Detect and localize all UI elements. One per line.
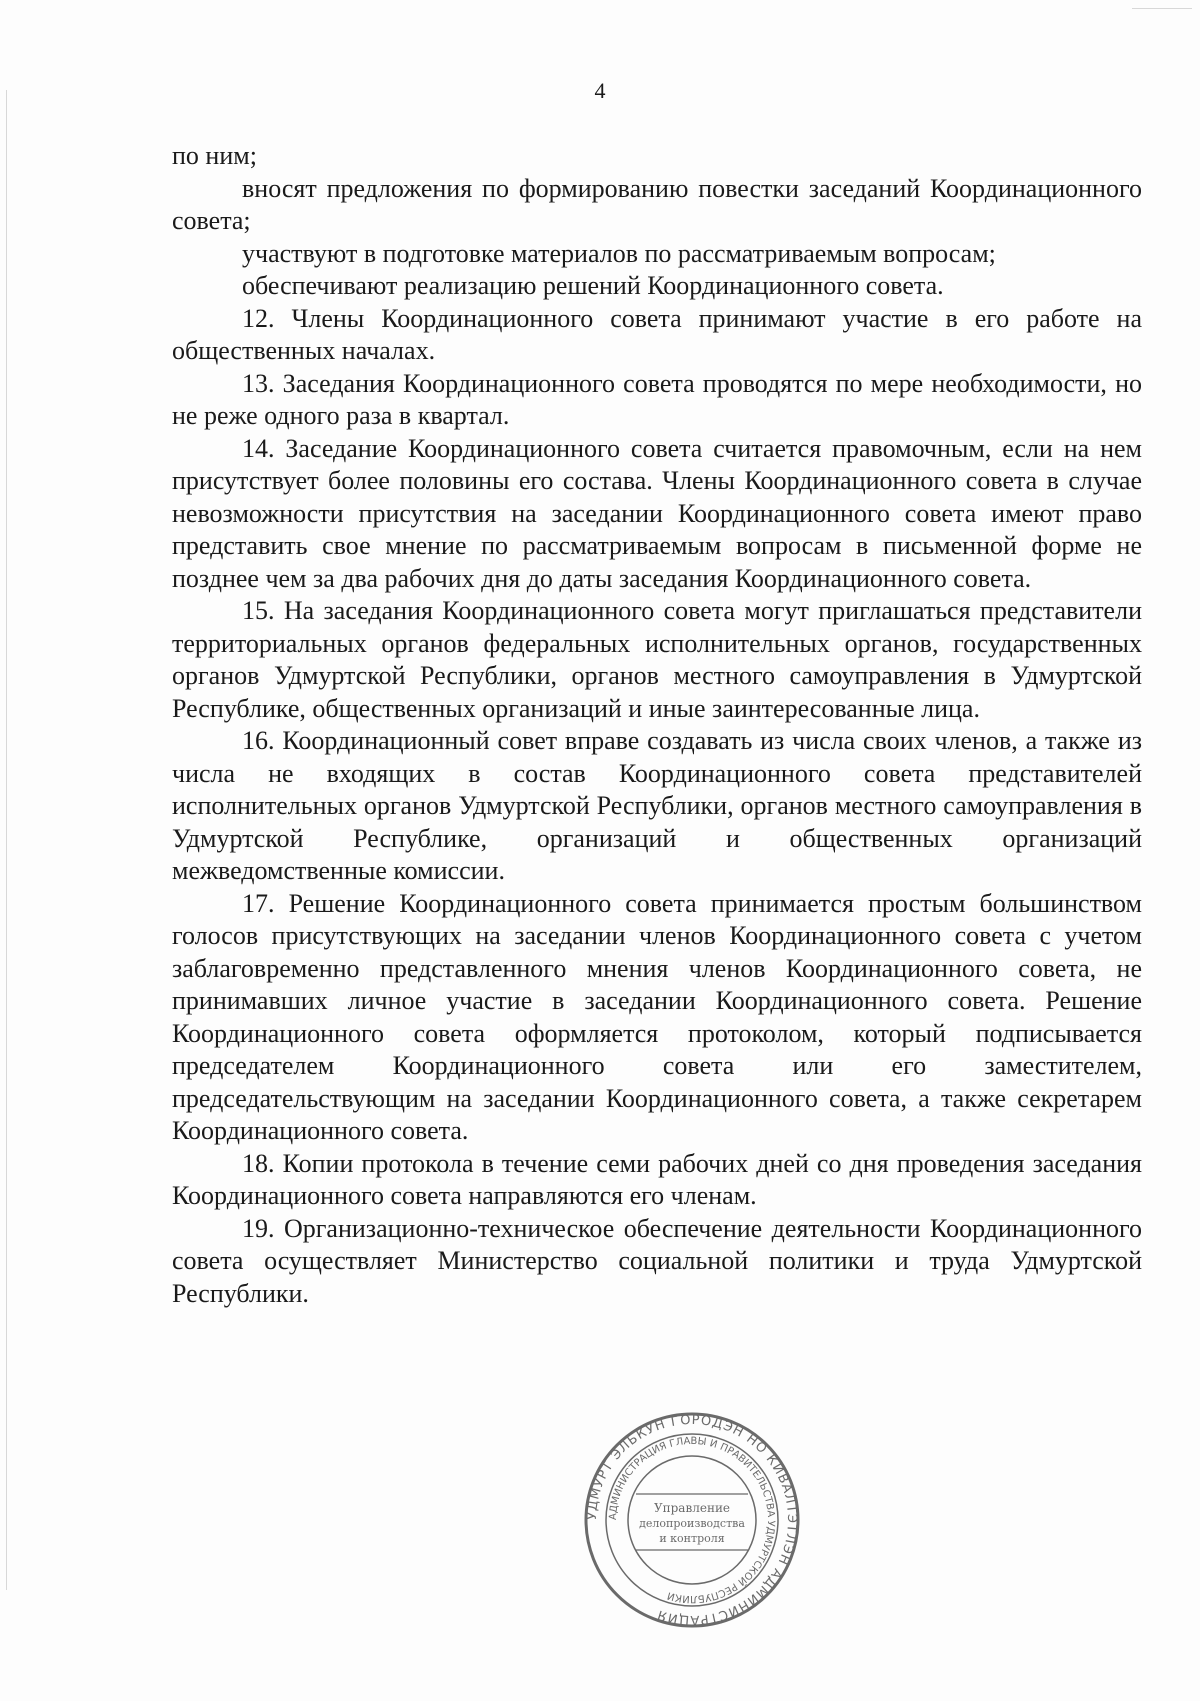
official-seal <box>582 1410 802 1630</box>
paragraph: 18. Копии протокола в течение семи рабочих дней со дня проведения заседания Координационного совета направляются его членам. <box>172 1148 1142 1210</box>
paragraph: 17. Решение Координационного совета принимается простым большинством голосов присутствующих на заседании членов Координационного совета с учетом заблаговременно представленного мнения членов Координационного совета, не принимавших личное участие в заседании Координационного совета. Решение Координационного совета оформляется протоколом, который подписывается председателем Координационного совета или его заместителем, председательствующим на заседании Координационного совета, а также секретарем Координационного совета. <box>172 888 1142 1145</box>
document-body <box>172 140 1142 1310</box>
paragraph: по ним; <box>172 141 257 170</box>
paragraph: 13. Заседания Координационного совета проводятся по мере необходимости, но не реже одного раза в квартал. <box>172 368 1142 430</box>
paragraph: 19. Организационно-техническое обеспечение деятельности Координационного совета осуществляет Министерство социальной политики и труда Удмуртской Республики. <box>172 1213 1142 1308</box>
seal-middle-text: АДМИНИСТРАЦИЯ ГЛАВЫ И ПРАВИТЕЛЬСТВА УДМУРТСКОЙ РЕСПУБЛИКИ <box>607 1435 777 1605</box>
paragraph: 14. Заседание Координационного совета считается правомочным, если на нем присутствует более половины его состава. Члены Координационного совета в случае невозможности присутствия на заседании Координационного совета имеют право представить свое мнение по рассматриваемым вопросам в письменной форме не позднее чем за два рабочих дня до даты заседания Координационного совета. <box>172 433 1142 593</box>
paragraph: 12. Члены Координационного совета принимают участие в его работе на общественных началах. <box>172 303 1142 365</box>
paragraph: 16. Координационный совет вправе создавать из числа своих членов, а также из числа не входящих в состав Координационного совета представителей исполнительных органов Удмуртской Республики, органов местного самоуправления в Удмуртской Республике, организаций и общественных организаций межведомственные комиссии. <box>172 726 1142 885</box>
page-number: 4 <box>594 78 606 103</box>
paragraph: 15. На заседания Координационного совета могут приглашаться представители территориальных органов федеральных исполнительных органов, государственных органов Удмуртской Республики, органов местного самоуправления в Удмуртской Республике, общественных организаций и иные заинтересованные лица. <box>172 596 1142 723</box>
seal-center-line-1: Управление <box>653 1501 731 1515</box>
paragraph: вносят предложения по формированию повестки заседаний Координационного совета; <box>172 173 1142 235</box>
scan-edge-left <box>6 90 7 1590</box>
paragraph: обеспечивают реализацию решений Координационного совета. <box>242 271 944 300</box>
paragraph: участвуют в подготовке материалов по рассматриваемым вопросам; <box>242 238 996 268</box>
seal-outer-text: УДМУРТ ЭЛЬКУН ГОРОДЭН НО КИВАЛТЭТЛЭН АДМИНИСТРАЦИЯ <box>584 1412 800 1628</box>
scan-edge-top <box>1132 8 1192 9</box>
seal-center-line-2: делопроизводства <box>639 1517 745 1530</box>
seal-center-line-3: и контроля <box>659 1532 725 1545</box>
